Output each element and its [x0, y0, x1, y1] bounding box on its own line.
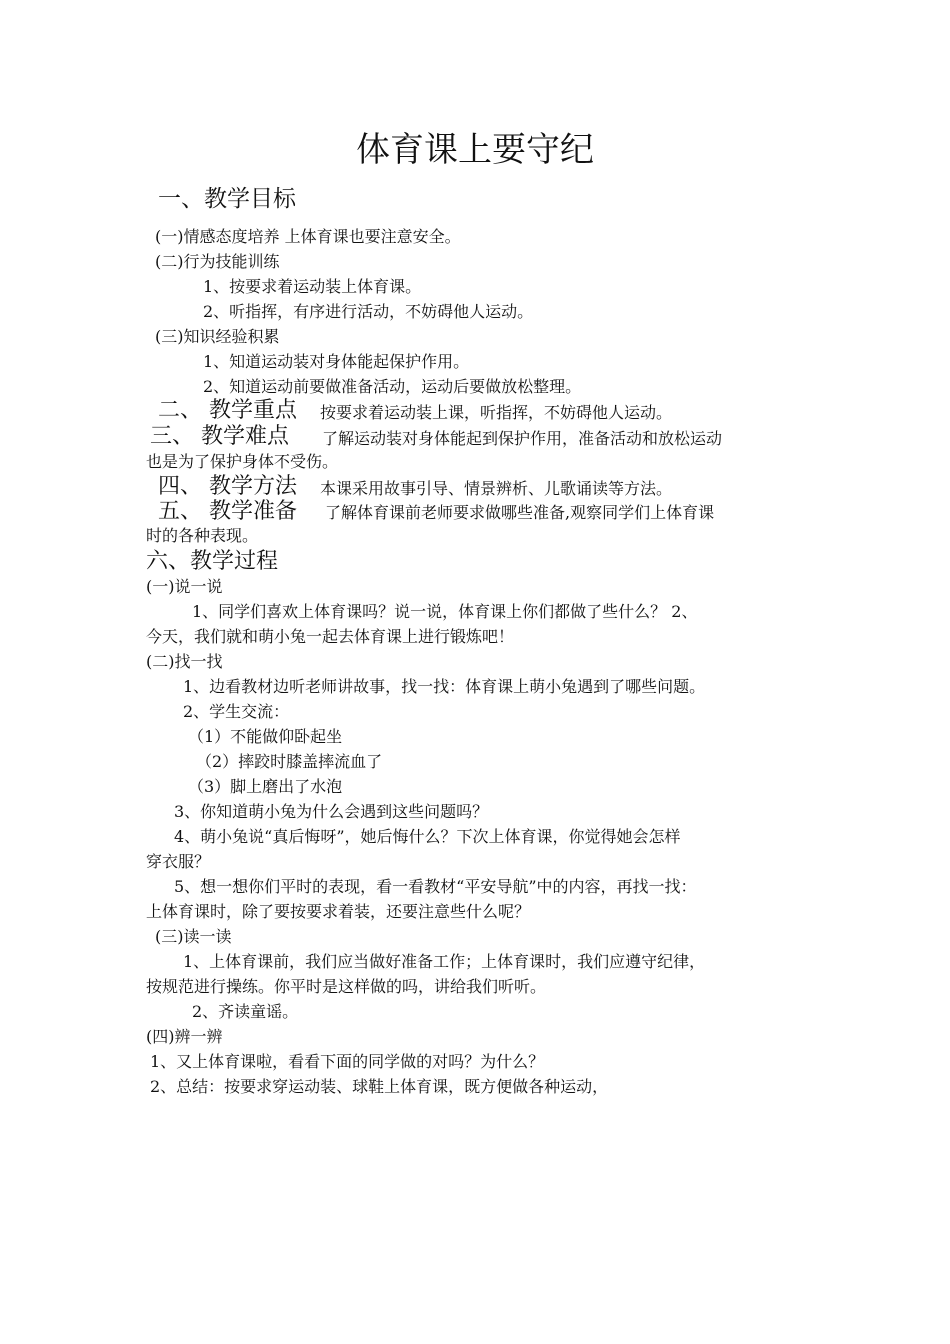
find-item: 1、边看教材边听老师讲故事，找一找：体育课上萌小兔遇到了哪些问题。: [183, 677, 706, 696]
find-item: 3、你知道萌小兔为什么会遇到这些问题吗？: [174, 802, 489, 821]
goals-knowledge-heading: (三)知识经验积累: [155, 327, 280, 346]
say-text: 1、同学们喜欢上体育课吗？说一说，体育课上你们都做了些什么？ 2、: [192, 602, 698, 621]
goals-knowledge-item: 2、知道运动前要做准备活动，运动后要做放松整理。: [203, 377, 582, 396]
find-item: 2、学生交流：: [183, 702, 290, 721]
goals-knowledge-item: 1、知道运动装对身体能起保护作用。: [203, 352, 470, 371]
process-heading: 六、教学过程: [146, 549, 279, 574]
say-text-cont: 今天，我们就和萌小兔一起去体育课上进行锻炼吧！: [146, 627, 515, 646]
method-text: 本课采用故事引导、情景辨析、儿歌诵读等方法。: [320, 479, 673, 498]
goals-heading: 一、教学目标: [158, 186, 296, 212]
find-item: 5、想一想你们平时的表现，看一看教材“平安导航”中的内容，再找一找：: [174, 877, 697, 896]
read-item-cont: 按规范进行操练。你平时是这样做的吗，讲给我们听听。: [146, 977, 547, 996]
find-item: 4、萌小兔说“真后悔呀”，她后悔什么？下次上体育课，你觉得她会怎样: [174, 827, 681, 846]
key-point-text: 按要求着运动装上课，听指挥，不妨碍他人运动。: [320, 403, 673, 422]
goals-behavior-heading: (二)行为技能训练: [155, 252, 280, 271]
goals-emotion: (一)情感态度培养 上体育课也要注意安全。: [155, 227, 461, 246]
key-point-heading: 二、 教学重点: [158, 398, 297, 423]
method-heading: 四、 教学方法: [158, 474, 297, 499]
find-heading: (二)找一找: [146, 652, 223, 671]
page-title: 体育课上要守纪: [356, 130, 594, 170]
read-heading: (三)读一读: [155, 927, 232, 946]
difficulty-heading: 三、 教学难点: [150, 424, 289, 449]
read-item: 1、上体育课前，我们应当做好准备工作；上体育课时，我们应遵守纪律，: [183, 952, 706, 971]
goals-behavior-item: 1、按要求着运动装上体育课。: [203, 277, 422, 296]
find-item-cont: 穿衣服？: [146, 852, 211, 871]
judge-item: 1、又上体育课啦，看看下面的同学做的对吗？为什么？: [150, 1052, 545, 1071]
judge-item: 2、总结：按要求穿运动装、球鞋上体育课，既方便做各种运动，: [150, 1077, 609, 1096]
preparation-text-cont: 时的各种表现。: [146, 526, 259, 545]
preparation-text: 了解体育课前老师要求做哪些准备,观察同学们上体育课: [325, 503, 715, 522]
preparation-heading: 五、 教学准备: [158, 499, 297, 524]
difficulty-text: 了解运动装对身体能起到保护作用，准备活动和放松运动: [322, 429, 723, 448]
difficulty-text-cont: 也是为了保护身体不受伤。: [146, 452, 339, 471]
find-item-cont: 上体育课时，除了要按要求着装，还要注意些什么呢？: [146, 902, 531, 921]
find-subitem: （2）摔跤时膝盖摔流血了: [196, 752, 383, 771]
find-subitem: （3）脚上磨出了水泡: [188, 777, 343, 796]
goals-behavior-item: 2、听指挥，有序进行活动，不妨碍他人运动。: [203, 302, 534, 321]
read-item: 2、齐读童谣。: [192, 1002, 299, 1021]
judge-heading: (四)辨一辨: [146, 1027, 223, 1046]
find-subitem: （1）不能做仰卧起坐: [188, 727, 343, 746]
say-heading: (一)说一说: [146, 577, 223, 596]
